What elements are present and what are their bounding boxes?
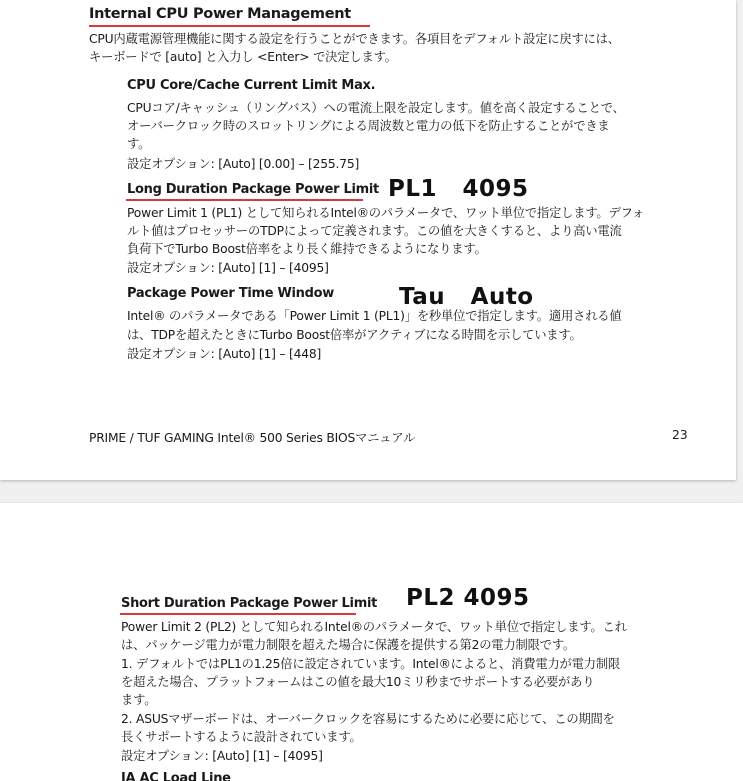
list-item-1-line-2: を超えた場合、プラットフォームはこの値を最大10ミリ秒までサポートする必要があり xyxy=(121,675,595,689)
item2-options: 設定オプション: [Auto] [1] – [4095] xyxy=(127,261,329,275)
handwritten-annotation-pl1: PL1 4095 xyxy=(388,176,529,202)
item3-desc-line-1: Intel® のパラメータである「Power Limit 1 (PL1)」を秒単位で指定します。適用される値 xyxy=(127,309,622,323)
item-desc-line-1: Power Limit 2 (PL2) として知られるIntel®のパラメータで、ワット単位で指定します。これ xyxy=(121,620,627,634)
manual-page-24 xyxy=(0,503,743,781)
item-title-cpu-current-limit: CPU Core/Cache Current Limit Max. xyxy=(127,78,376,93)
title-underline xyxy=(89,25,370,27)
handwritten-annotation-tau: Tau Auto xyxy=(399,284,534,310)
next-item-title-partial: IA AC Load Line xyxy=(121,771,231,781)
item-title-power-time-window: Package Power Time Window xyxy=(127,286,334,301)
page-number: 23 xyxy=(672,428,688,442)
list-item-2-line-2: 長くサポートするように設計されています。 xyxy=(121,730,362,744)
item1-desc-line-1: CPUコア/キャッシュ（リングバス）への電流上限を設定します。値を高く設定することで、 xyxy=(127,101,625,115)
list-item-2-line-1: 2. ASUSマザーボードは、オーバークロックを容易にするために必要に応じて、この期間を xyxy=(121,712,615,726)
page-footer: PRIME / TUF GAMING Intel® 500 Series BIOSマニュアル xyxy=(89,431,416,445)
item2-desc-line-1: Power Limit 1 (PL1) として知られるIntel®のパラメータで、ワット単位で指定します。デフォ xyxy=(127,206,645,220)
handwritten-annotation-pl2: PL2 4095 xyxy=(406,585,530,611)
title-underline xyxy=(126,199,363,201)
item2-desc-line-2: ルト値はプロセッサーのTDPによって定義されます。この値を大きくすると、より高い電流 xyxy=(127,224,622,238)
list-item-1-line-1: 1. デフォルトではPL1の1.25倍に設定されています。Intel®によると、消費電力が電力制限 xyxy=(121,657,621,671)
item-desc-line-2: は、パッケージ電力が電力制限を超えた場合に保護を提供する第2の電力制限です。 xyxy=(121,638,575,652)
section-desc-line-1: CPU内蔵電源管理機能に関する設定を行うことができます。各項目をデフォルト設定に戻すには、 xyxy=(89,32,620,46)
item-options: 設定オプション: [Auto] [1] – [4095] xyxy=(121,749,323,763)
list-item-1-line-3: ます。 xyxy=(121,693,157,707)
item-title-short-duration-power-limit: Short Duration Package Power Limit xyxy=(121,596,378,611)
item-title-long-duration-power-limit: Long Duration Package Power Limit xyxy=(127,182,379,197)
item3-options: 設定オプション: [Auto] [1] – [448] xyxy=(127,347,322,361)
section-desc-line-2: キーボードで [auto] と入力し <Enter> で決定します。 xyxy=(89,50,397,64)
item1-desc-line-2: オーバークロック時のスロットリングによる周波数と電力の低下を防止することができま xyxy=(127,119,610,133)
item1-desc-line-3: す。 xyxy=(127,137,151,151)
item1-options: 設定オプション: [Auto] [0.00] – [255.75] xyxy=(127,157,360,171)
item3-desc-line-2: は、TDPを超えたときにTurbo Boost倍率がアクティブになる時間を示しています。 xyxy=(127,328,582,342)
section-title: Internal CPU Power Management xyxy=(89,6,351,22)
title-underline xyxy=(120,613,356,615)
item2-desc-line-3: 負荷下でTurbo Boost倍率をより長く維持できるようになります。 xyxy=(127,242,487,256)
